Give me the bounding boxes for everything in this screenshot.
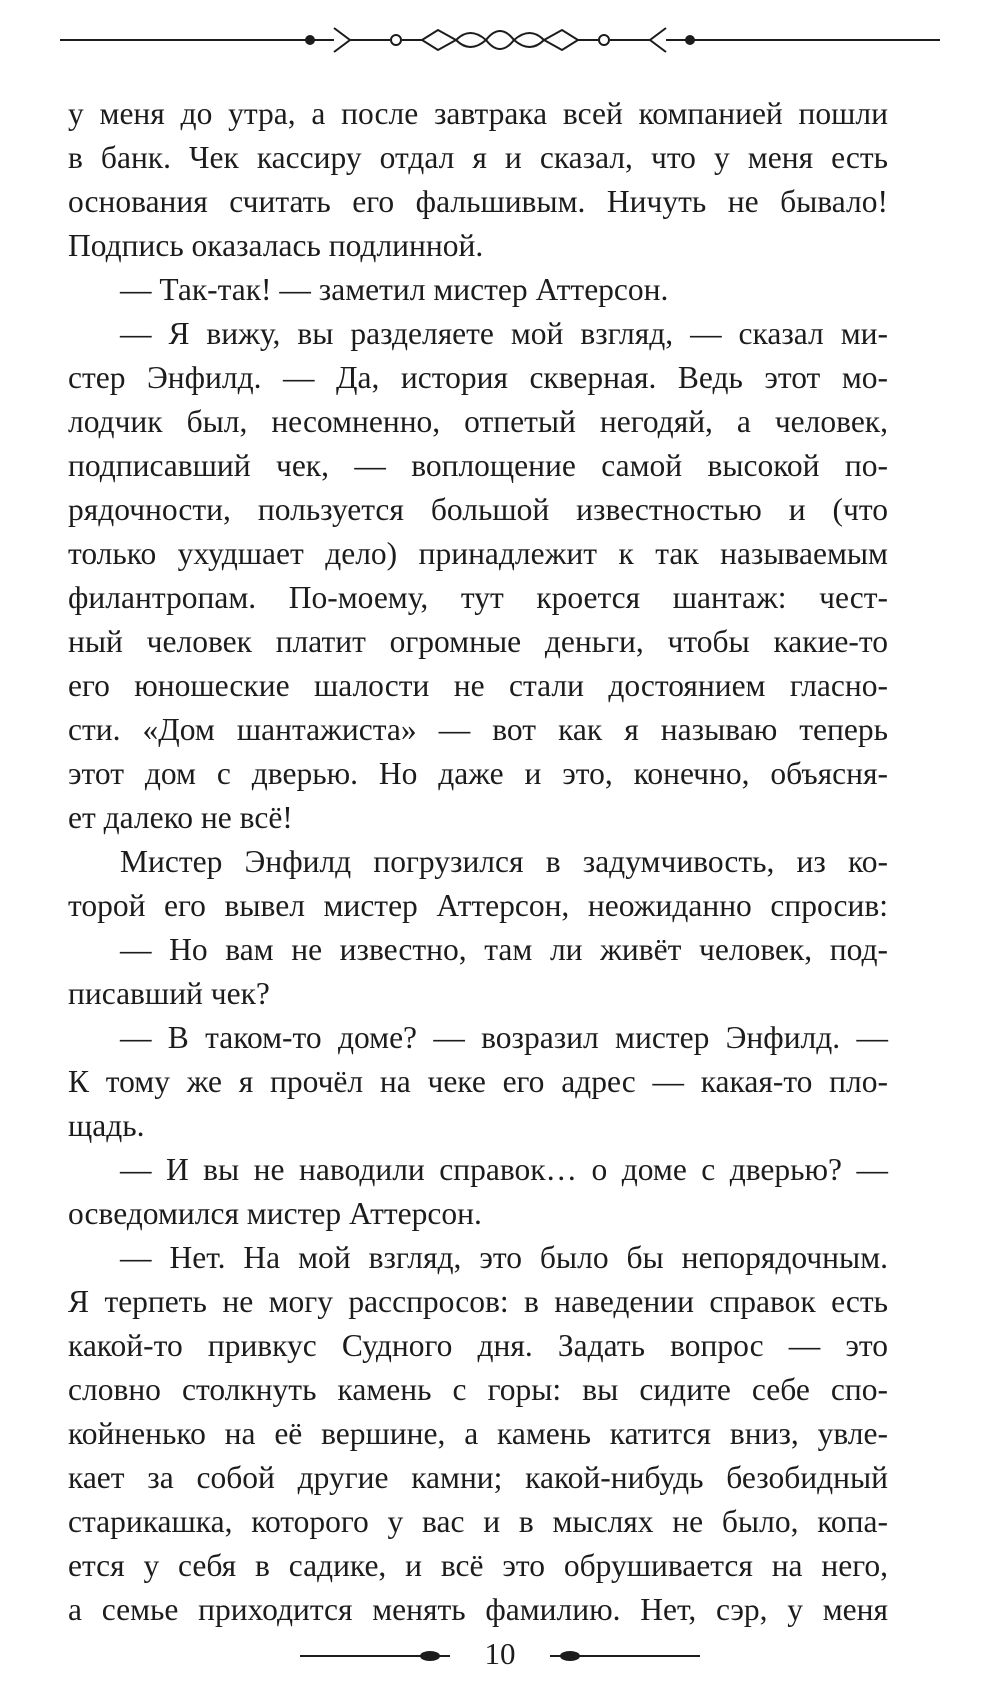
text-line: ный человек платит огромные деньги, чтобы какие-то	[68, 624, 888, 659]
text-line: — Нет. На мой взгляд, это было бы непорядочным.	[120, 1240, 888, 1275]
text-line: в банк. Чек кассиру отдал я и сказал, что у меня есть	[68, 140, 888, 175]
text-line: ется у себя в садике, и всё это обрушивается на него,	[68, 1548, 888, 1583]
text-line: основания считать его фальшивым. Ничуть не бывало!	[68, 184, 888, 219]
text-line: словно столкнуть камень с горы: вы сидите себе спо-	[68, 1372, 888, 1407]
text-line: ет далеко не всё!	[68, 800, 293, 835]
text-line: филантропам. По-моему, тут кроется шантаж: чест-	[68, 580, 888, 615]
text-line: подписавший чек, — воплощение самой высокой по-	[68, 448, 888, 483]
text-line: — Но вам не известно, там ли живёт человек, под-	[120, 932, 888, 967]
text-line: кает за собой другие камни; какой-нибудь безобидный	[68, 1460, 888, 1495]
text-line: К тому же я прочёл на чеке его адрес — какая-то пло-	[68, 1064, 888, 1099]
text-line: этот дом с дверью. Но даже и это, конечно, объясня-	[68, 756, 888, 791]
text-line: у меня до утра, а после завтрака всей компанией пошли	[68, 96, 888, 131]
text-line: — Так-так! — заметил мистер Аттерсон.	[120, 272, 669, 307]
text-line: Мистер Энфилд погрузился в задумчивость, из ко-	[120, 844, 888, 879]
text-line: рядочности, пользуется большой известностью и (что	[68, 492, 888, 527]
text-line: лодчик был, несомненно, отпетый негодяй, а человек,	[68, 404, 888, 439]
text-line: осведомился мистер Аттерсон.	[68, 1196, 482, 1231]
text-line: его юношеские шалости не стали достоянием гласно-	[68, 668, 888, 703]
page-number: 10	[470, 1632, 530, 1676]
text-line: торой его вывел мистер Аттерсон, неожиданно спросив:	[68, 888, 888, 923]
text-line: какой-то привкус Судного дня. Задать вопрос — это	[68, 1328, 888, 1363]
text-line: старикашка, которого у вас и в мыслях не было, копа-	[68, 1504, 888, 1539]
body-text	[68, 92, 888, 1632]
text-line: писавший чек?	[68, 976, 270, 1011]
text-line: щадь.	[68, 1108, 145, 1143]
text-line: койненько на её вершине, а камень катится вниз, увле-	[68, 1416, 888, 1451]
text-line: а семье приходится менять фамилию. Нет, сэр, у меня	[68, 1592, 888, 1627]
page-footer	[300, 1632, 700, 1676]
text-line: Подпись оказалась подлинной.	[68, 228, 484, 263]
top-ornament-divider	[60, 18, 940, 62]
text-line: стер Энфилд. — Да, история скверная. Ведь этот мо-	[68, 360, 888, 395]
text-line: только ухудшает дело) принадлежит к так называемым	[68, 536, 888, 571]
text-line: — И вы не наводили справок… о доме с дверью? —	[120, 1152, 888, 1187]
text-line: — Я вижу, вы разделяете мой взгляд, — сказал ми-	[120, 316, 888, 351]
text-line: — В таком-то доме? — возразил мистер Энфилд. —	[120, 1020, 888, 1055]
text-line: сти. «Дом шантажиста» — вот как я называю теперь	[68, 712, 888, 747]
text-line: Я терпеть не могу расспросов: в наведении справок есть	[68, 1284, 888, 1319]
